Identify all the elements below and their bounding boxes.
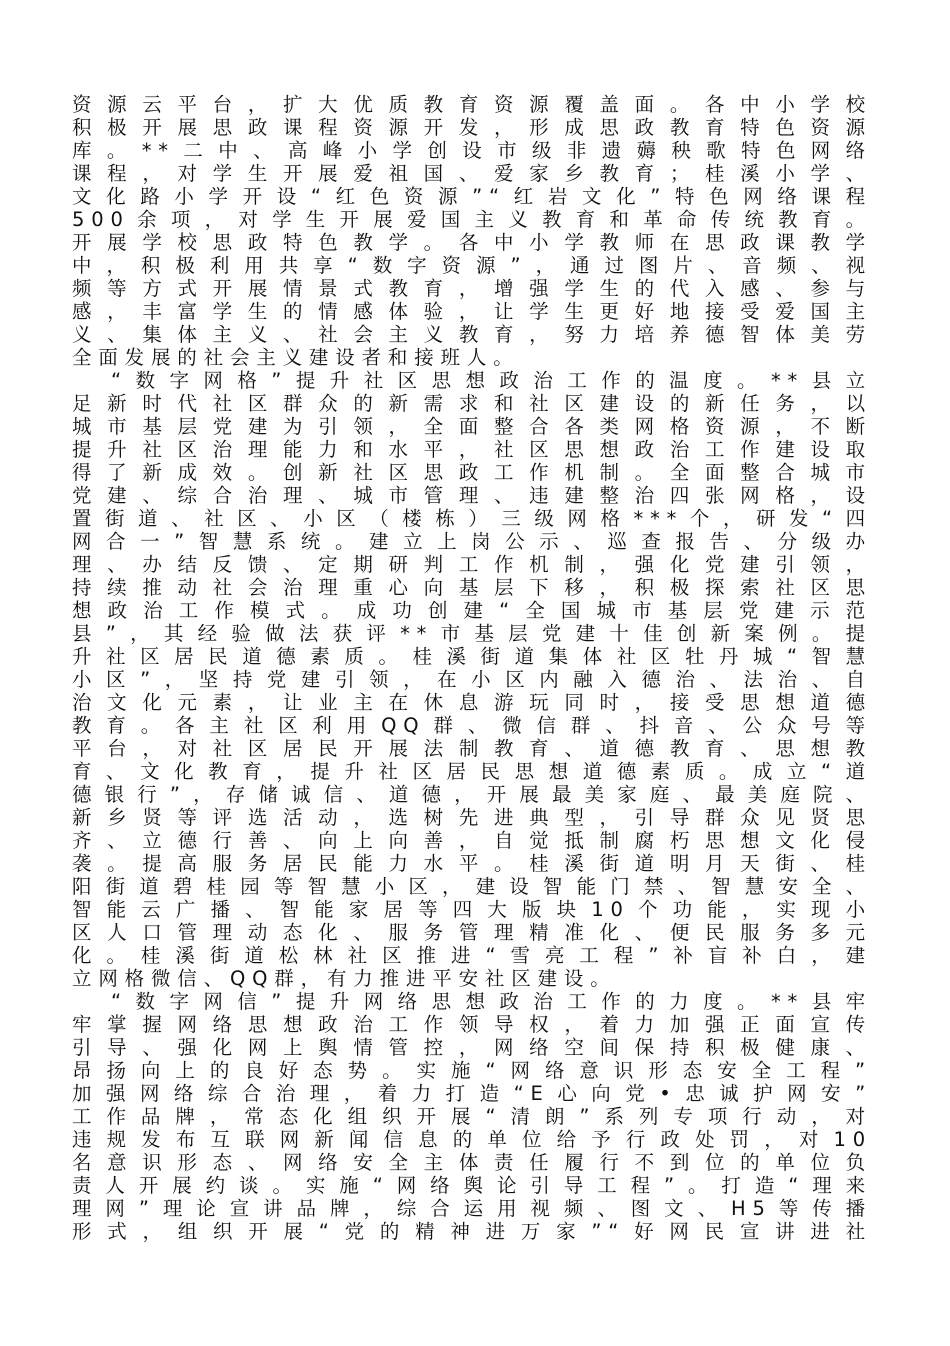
text-line: 网合一”智慧系统。建立上岗公示、巡查报告、分级办 bbox=[72, 530, 872, 553]
text-line: 名意识形态、网络安全主体责任履行不到位的单位负 bbox=[72, 1151, 872, 1174]
text-line: 理、办结反馈、定期研判工作机制，强化党建引领， bbox=[72, 553, 872, 576]
text-line: 立网格微信、QQ群，有力推进平安社区建设。 bbox=[72, 967, 617, 990]
text-line: 理网”理论宣讲品牌，综合运用视频、图文、H5等传播 bbox=[72, 1197, 872, 1220]
text-line: 置街道、社区、小区（楼栋）三级网格***个，研发“四 bbox=[72, 507, 872, 530]
text-line: 义、集体主义、社会主义教育，努力培养德智体美劳 bbox=[72, 323, 872, 346]
text-line: 持续推动社会治理重心向基层下移，积极探索社区思 bbox=[72, 576, 872, 599]
text-line: 得了新成效。创新社区思政工作机制。全面整合城市 bbox=[72, 461, 872, 484]
text-line: 县”，其经验做法获评**市基层党建十佳创新案例。提 bbox=[72, 622, 872, 645]
text-line: “数字网格”提升社区思想政治工作的温度。**县立 bbox=[111, 369, 872, 392]
text-line: 牢掌握网络思想政治工作领导权，着力加强正面宣传 bbox=[72, 1013, 872, 1036]
document-body-text bbox=[72, 93, 872, 1243]
text-line: 责人开展约谈。实施“网络舆论引导工程”。打造“理来 bbox=[72, 1174, 872, 1197]
text-line: 党建、综合治理、城市管理、违建整治四张网格，设 bbox=[72, 484, 872, 507]
text-line: 开展学校思政特色教学。各中小学教师在思政课教学 bbox=[72, 231, 872, 254]
text-line: 全面发展的社会主义建设者和接班人。 bbox=[72, 346, 520, 369]
text-line: 频等方式开展情景式教育，增强学生的代入感、参与 bbox=[72, 277, 872, 300]
text-line: 城市基层党建为引领，全面整合各类网格资源，不断 bbox=[72, 415, 872, 438]
text-line: 平台，对社区居民开展法制教育、道德教育、思想教 bbox=[72, 737, 872, 760]
text-line: 小区”，坚持党建引领，在小区内融入德治、法治、自 bbox=[72, 668, 872, 691]
text-line: 德银行”，存储诚信、道德，开展最美家庭、最美庭院、 bbox=[72, 783, 872, 806]
text-line: “数字网信”提升网络思想政治工作的力度。**县牢 bbox=[111, 990, 872, 1013]
text-line: 资源云平台，扩大优质教育资源覆盖面。各中小学校 bbox=[72, 93, 872, 116]
text-line: 智能云广播、智能家居等四大版块10个功能，实现小 bbox=[72, 898, 872, 921]
text-line: 提升社区治理能力和水平，社区思想政治工作建设取 bbox=[72, 438, 872, 461]
text-line: 阳街道碧桂园等智慧小区，建设智能门禁、智慧安全、 bbox=[72, 875, 872, 898]
text-line: 感，丰富学生的情感体验，让学生更好地接受爱国主 bbox=[72, 300, 872, 323]
text-line: 500余项，对学生开展爱国主义教育和革命传统教育。 bbox=[72, 208, 872, 231]
text-line: 新乡贤等评选活动，选树先进典型，引导群众见贤思 bbox=[72, 806, 872, 829]
text-line: 区人口管理动态化、服务管理精准化、便民服务多元 bbox=[72, 921, 872, 944]
text-line: 引导、强化网上舆情管控，网络空间保持积极健康、 bbox=[72, 1036, 872, 1059]
text-line: 课程，对学生开展爱祖国、爱家乡教育；桂溪小学、 bbox=[72, 162, 872, 185]
text-line: 库。**二中、高峰小学创设市级非遗薅秧歌特色网络 bbox=[72, 139, 872, 162]
text-line: 中，积极利用共享“数字资源”，通过图片、音频、视 bbox=[72, 254, 872, 277]
text-line: 形式，组织开展“党的精神进万家”“好网民宣讲进社 bbox=[72, 1220, 872, 1243]
text-line: 违规发布互联网新闻信息的单位给予行政处罚，对10 bbox=[72, 1128, 872, 1151]
text-line: 齐、立德行善、向上向善，自觉抵制腐朽思想文化侵 bbox=[72, 829, 872, 852]
text-line: 昂扬向上的良好态势。实施“网络意识形态安全工程” bbox=[72, 1059, 872, 1082]
text-line: 足新时代社区群众的新需求和社区建设的新任务，以 bbox=[72, 392, 872, 415]
text-line: 加强网络综合治理，着力打造“E心向党•忠诚护网安” bbox=[72, 1082, 872, 1105]
text-line: 教育。各主社区利用QQ群、微信群、抖音、公众号等 bbox=[72, 714, 872, 737]
text-line: 工作品牌，常态化组织开展“清朗”系列专项行动，对 bbox=[72, 1105, 872, 1128]
text-line: 积极开展思政课程资源开发，形成思政教育特色资源 bbox=[72, 116, 872, 139]
text-line: 想政治工作模式。成功创建“全国城市基层党建示范 bbox=[72, 599, 872, 622]
text-line: 育、文化教育，提升社区居民思想道德素质。成立“道 bbox=[72, 760, 872, 783]
text-line: 化。桂溪街道松林社区推进“雪亮工程”补盲补白，建 bbox=[72, 944, 872, 967]
text-line: 文化路小学开设“红色资源”“红岩文化”特色网络课程 bbox=[72, 185, 872, 208]
text-line: 治文化元素，让业主在休息游玩同时，接受思想道德 bbox=[72, 691, 872, 714]
text-line: 升社区居民道德素质。桂溪街道集体社区牡丹城“智慧 bbox=[72, 645, 872, 668]
text-line: 袭。提高服务居民能力水平。桂溪街道明月天街、桂 bbox=[72, 852, 872, 875]
